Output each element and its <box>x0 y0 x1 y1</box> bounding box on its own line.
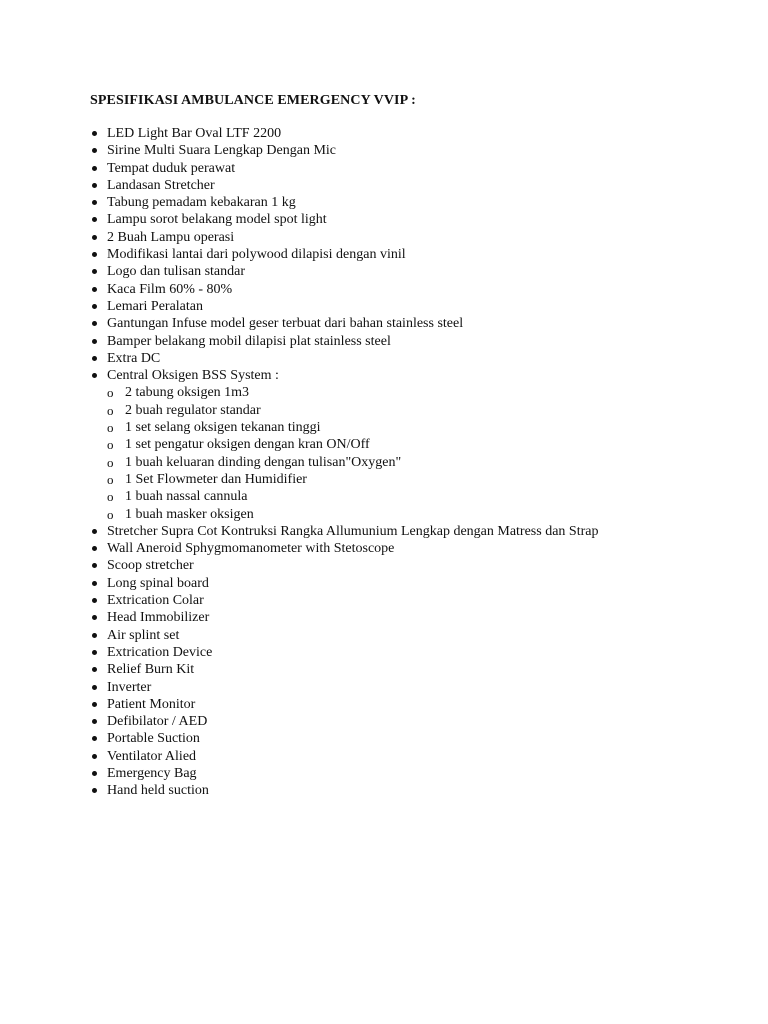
bullet-icon <box>92 771 97 776</box>
list-item <box>90 177 598 194</box>
list-item <box>90 730 598 747</box>
specification-list <box>90 125 598 800</box>
bullet-icon <box>92 148 97 153</box>
bullet-icon <box>92 563 97 568</box>
bullet-icon <box>92 321 97 326</box>
bullet-icon <box>92 252 97 257</box>
sub-list-item <box>107 454 598 471</box>
bullet-icon <box>92 217 97 222</box>
list-item-text: Extrication Colar <box>107 593 204 609</box>
list-item-text: Gantungan Infuse model geser terbuat dari bahan stainless steel <box>107 316 464 332</box>
list-item-text: Logo dan tulisan standar <box>107 264 246 280</box>
bullet-icon <box>92 667 97 672</box>
list-item <box>90 298 598 315</box>
list-item <box>90 523 598 540</box>
sub-list-item-text: 1 set pengatur oksigen dengan kran ON/Off <box>125 437 370 453</box>
circle-bullet-icon: o <box>107 385 114 401</box>
list-item <box>90 281 598 298</box>
bullet-icon <box>92 615 97 620</box>
bullet-icon <box>92 633 97 638</box>
list-item <box>90 125 598 142</box>
list-item-text: Lemari Peralatan <box>107 298 204 314</box>
sub-list-item <box>107 436 598 453</box>
list-item <box>90 575 598 592</box>
sub-list-wrapper <box>107 384 598 522</box>
list-item-text: Lampu sorot belakang model spot light <box>107 212 327 228</box>
list-item <box>90 557 598 574</box>
sub-list-item-text: 1 buah keluaran dinding dengan tulisan"Oxygen" <box>125 454 402 470</box>
list-item <box>90 367 598 523</box>
list-item <box>90 315 598 332</box>
bullet-icon <box>92 546 97 551</box>
bullet-icon <box>92 131 97 136</box>
list-item <box>90 263 598 280</box>
list-item-text: Kaca Film 60% - 80% <box>107 281 233 297</box>
list-item <box>90 644 598 661</box>
circle-bullet-icon: o <box>107 489 114 505</box>
sub-list-item-text: 1 buah masker oksigen <box>125 506 254 522</box>
list-item-text: Head Immobilizer <box>107 610 210 626</box>
bullet-icon <box>92 200 97 205</box>
bullet-icon <box>92 183 97 188</box>
sub-list-item <box>107 419 598 436</box>
list-item <box>90 194 598 211</box>
list-item-text: 2 Buah Lampu operasi <box>107 229 235 245</box>
sub-list-item <box>107 488 598 505</box>
bullet-icon <box>92 356 97 361</box>
list-item <box>90 696 598 713</box>
list-item <box>90 661 598 678</box>
list-item-text: Portable Suction <box>107 731 200 747</box>
list-item <box>90 679 598 696</box>
document-title: SPESIFIKASI AMBULANCE EMERGENCY VVIP : <box>90 93 416 108</box>
list-item-text: Ventilator Alied <box>107 748 197 764</box>
list-item-text: Long spinal board <box>107 575 209 591</box>
list-item <box>90 627 598 644</box>
sub-list-item-text: 1 Set Flowmeter dan Humidifier <box>125 471 307 487</box>
list-item <box>90 229 598 246</box>
list-item <box>90 333 598 350</box>
list-item-text: Sirine Multi Suara Lengkap Dengan Mic <box>107 143 337 159</box>
bullet-icon <box>92 598 97 603</box>
bullet-icon <box>92 650 97 655</box>
list-item-text: Modifikasi lantai dari polywood dilapisi dengan vinil <box>107 247 406 263</box>
circle-bullet-icon: o <box>107 437 114 453</box>
bullet-icon <box>92 788 97 793</box>
list-item-text: Scoop stretcher <box>107 558 194 574</box>
sub-list-item <box>107 506 598 523</box>
list-item-text: Relief Burn Kit <box>107 662 195 678</box>
list-item <box>90 713 598 730</box>
circle-bullet-icon: o <box>107 506 114 522</box>
sub-list-item-text: 1 buah nassal cannula <box>125 489 248 505</box>
list-item-text: Emergency Bag <box>107 765 197 781</box>
list-item <box>90 350 598 367</box>
list-item-text: Central Oksigen BSS System : <box>107 368 279 384</box>
list-item-text: Tabung pemadam kebakaran 1 kg <box>107 195 296 211</box>
list-item <box>90 748 598 765</box>
list-item <box>90 246 598 263</box>
circle-bullet-icon: o <box>107 471 114 487</box>
bullet-icon <box>92 166 97 171</box>
list-item-text: Extrication Device <box>107 644 213 660</box>
bullet-icon <box>92 685 97 690</box>
list-item <box>90 782 598 799</box>
list-item-text: Stretcher Supra Cot Kontruksi Rangka Allumunium Lengkap dengan Matress dan Strap <box>107 523 599 539</box>
bullet-icon <box>92 287 97 292</box>
list-item-text: LED Light Bar Oval LTF 2200 <box>107 126 282 141</box>
bullet-icon <box>92 529 97 534</box>
list-item-text: Defibilator / AED <box>107 714 208 730</box>
bullet-icon <box>92 339 97 344</box>
sub-list-item <box>107 471 598 488</box>
sub-list-item-text: 2 buah regulator standar <box>125 402 261 418</box>
bullet-icon <box>92 719 97 724</box>
sub-list <box>107 384 598 522</box>
sub-list-item <box>107 402 598 419</box>
bullet-icon <box>92 754 97 759</box>
list-item <box>90 540 598 557</box>
bullet-icon <box>92 269 97 274</box>
circle-bullet-icon: o <box>107 420 114 436</box>
bullet-icon <box>92 235 97 240</box>
list-item <box>90 160 598 177</box>
list-item-text: Wall Aneroid Sphygmomanometer with Stetoscope <box>107 541 395 557</box>
sub-list-item-text: 2 tabung oksigen 1m3 <box>125 385 250 401</box>
list-item-text: Hand held suction <box>107 783 209 799</box>
list-item-text: Bamper belakang mobil dilapisi plat stainless steel <box>107 333 391 349</box>
bullet-icon <box>92 304 97 309</box>
list-item-text: Tempat duduk perawat <box>107 160 236 176</box>
sub-list-item <box>107 384 598 401</box>
list-item <box>90 609 598 626</box>
list-item-text: Air splint set <box>107 627 180 643</box>
circle-bullet-icon: o <box>107 402 114 418</box>
list-item-text: Landasan Stretcher <box>107 177 215 193</box>
bullet-icon <box>92 581 97 586</box>
list-item <box>90 142 598 159</box>
list-item-text: Patient Monitor <box>107 696 196 712</box>
list-item-text: Inverter <box>107 679 152 695</box>
list-item <box>90 765 598 782</box>
bullet-icon <box>92 373 97 378</box>
sub-list-item-text: 1 set selang oksigen tekanan tinggi <box>125 420 321 436</box>
bullet-icon <box>92 702 97 707</box>
bullet-icon <box>92 736 97 741</box>
circle-bullet-icon: o <box>107 454 114 470</box>
list-item <box>90 211 598 228</box>
list-item <box>90 592 598 609</box>
list-item-text: Extra DC <box>107 350 161 366</box>
